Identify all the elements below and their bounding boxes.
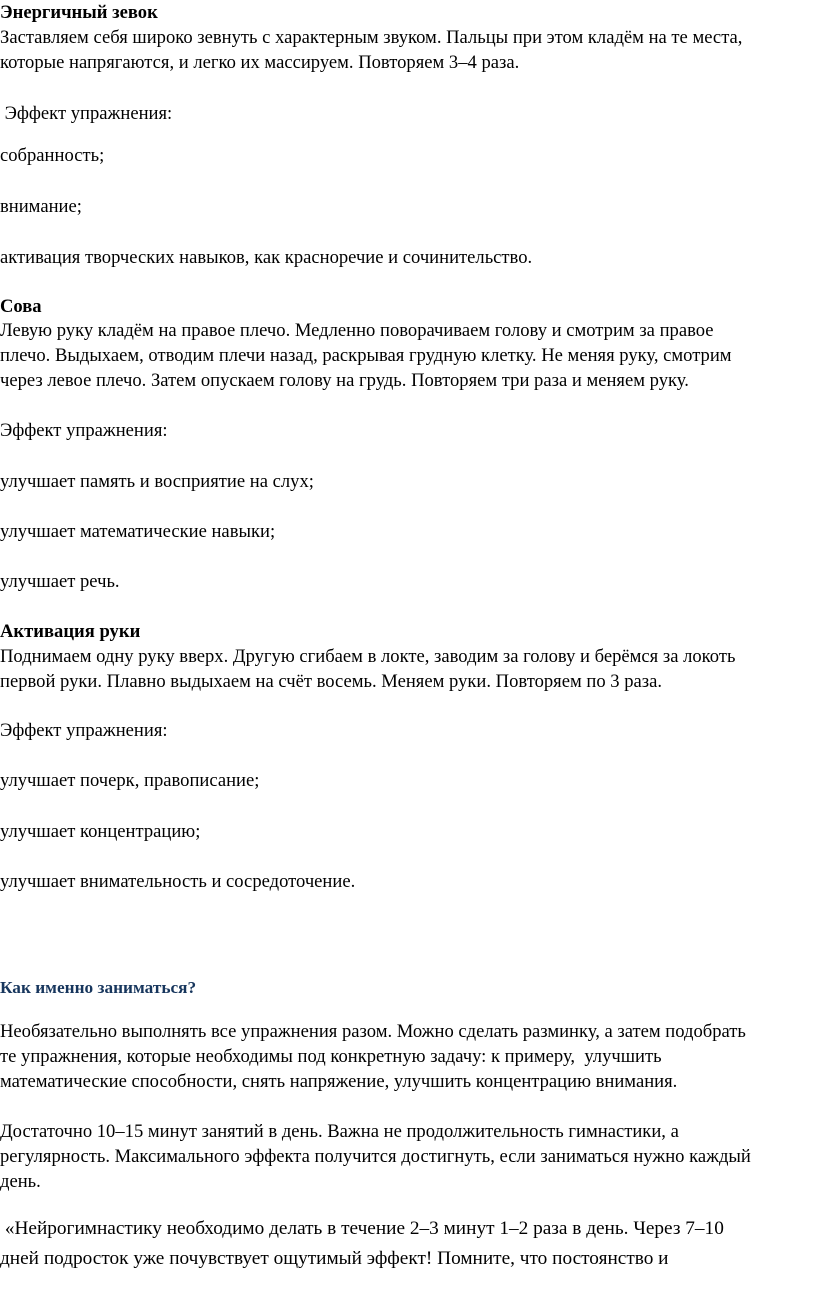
effect-item: улучшает почерк, правописание;: [0, 770, 260, 791]
exercise-body-line: Заставляем себя широко зевнуть с характерным звуком. Пальцы при этом кладём на те места,: [0, 27, 743, 48]
effect-item: улучшает речь.: [0, 571, 120, 592]
exercise-title-arm: Активация руки: [0, 621, 141, 642]
exercise-body-line: Поднимаем одну руку вверх. Другую сгибаем в локте, заводим за голову и берёмся за локоть: [0, 646, 736, 667]
effect-item: улучшает внимательность и сосредоточение.: [0, 871, 356, 892]
effect-item: улучшает математические навыки;: [0, 521, 276, 542]
exercise-body-line: Левую руку кладём на правое плечо. Медленно поворачиваем голову и смотрим за правое: [0, 320, 714, 341]
exercise-body-line: через левое плечо. Затем опускаем голову на грудь. Повторяем три раза и меняем руку.: [0, 370, 689, 391]
paragraph-line: те упражнения, которые необходимы под конкретную задачу: к примеру, улучшить: [0, 1046, 662, 1067]
paragraph-line: Достаточно 10–15 минут занятий в день. Важна не продолжительность гимнастики, а: [0, 1121, 679, 1142]
effect-label: Эффект упражнения:: [0, 420, 168, 441]
effect-item: улучшает концентрацию;: [0, 821, 201, 842]
effect-item: активация творческих навыков, как красноречие и сочинительство.: [0, 247, 533, 268]
exercise-title-yawn: Энергичный зевок: [0, 2, 158, 23]
effect-item: внимание;: [0, 196, 82, 217]
quote-line: дней подросток уже почувствует ощутимый эффект! Помните, что постоянство и: [0, 1248, 669, 1269]
exercise-title-owl: Сова: [0, 296, 42, 317]
effect-item: собранность;: [0, 145, 105, 166]
effect-label: Эффект упражнения:: [0, 103, 173, 124]
paragraph-line: математические способности, снять напряжение, улучшить концентрацию внимания.: [0, 1071, 678, 1092]
exercise-body-line: плечо. Выдыхаем, отводим плечи назад, раскрывая грудную клетку. Не меняя руку, смотрим: [0, 345, 732, 366]
exercise-body-line: которые напрягаются, и легко их массируем. Повторяем 3–4 раза.: [0, 52, 520, 73]
section-title-how-to: Как именно заниматься?: [0, 978, 197, 997]
exercise-body-line: первой руки. Плавно выдыхаем на счёт восемь. Меняем руки. Повторяем по 3 раза.: [0, 671, 663, 692]
effect-label: Эффект упражнения:: [0, 720, 168, 741]
paragraph-line: Необязательно выполнять все упражнения разом. Можно сделать разминку, а затем подобрать: [0, 1021, 746, 1042]
quote-line: «Нейрогимнастику необходимо делать в течение 2–3 минут 1–2 раза в день. Через 7–10: [0, 1218, 724, 1239]
effect-item: улучшает память и восприятие на слух;: [0, 471, 314, 492]
paragraph-line: день.: [0, 1171, 41, 1192]
paragraph-line: регулярность. Максимального эффекта получится достигнуть, если заниматься нужно каждый: [0, 1146, 751, 1167]
